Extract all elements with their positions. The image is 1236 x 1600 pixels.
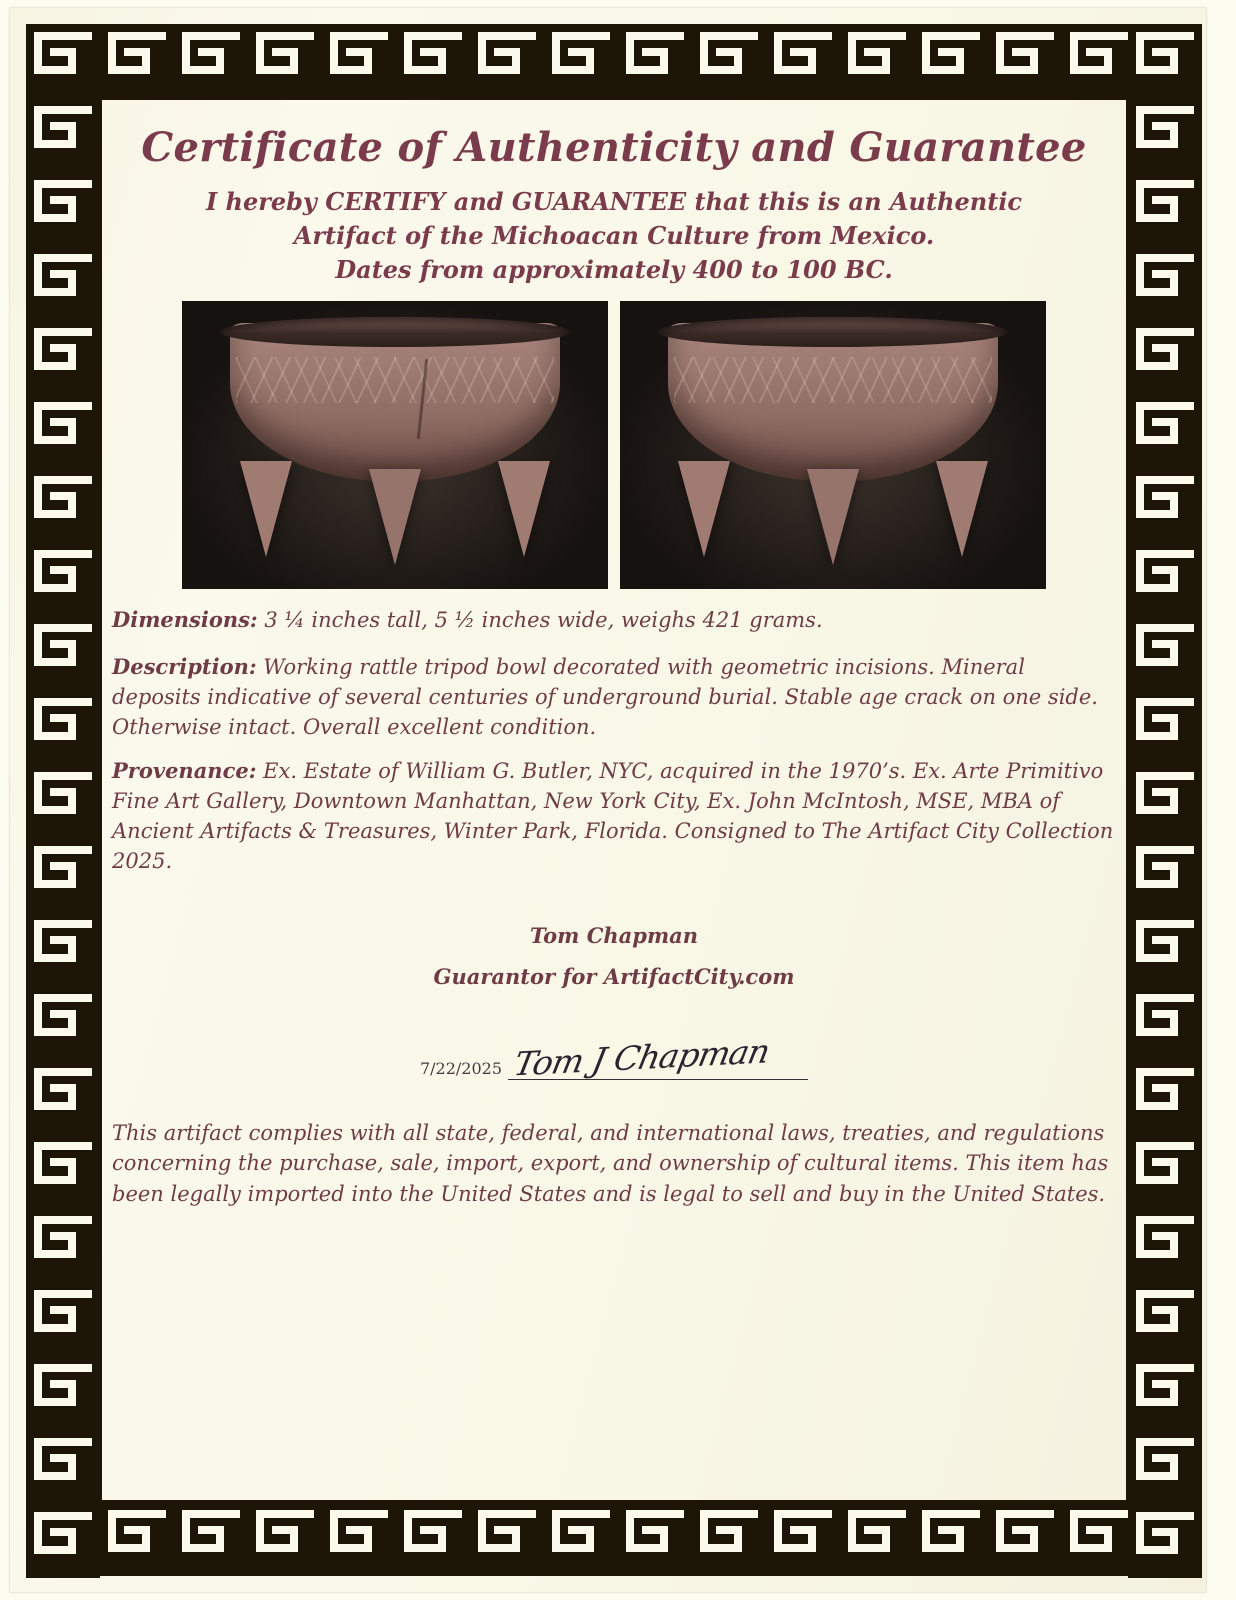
border-motif (1128, 838, 1202, 912)
border-motif (618, 24, 692, 98)
border-motif (1128, 1208, 1202, 1282)
artifact-photo-front (182, 301, 608, 589)
bowl-leg-left (240, 461, 292, 557)
border-motif (1128, 542, 1202, 616)
border-right (1128, 24, 1202, 1576)
field-provenance (112, 756, 1116, 876)
signature-rule (508, 1031, 808, 1084)
border-motif (26, 764, 100, 838)
border-motif (766, 1502, 840, 1576)
border-motif (26, 1282, 100, 1356)
field-provenance-value: Ex. Estate of William G. Butler, NYC, acquired in the 1970’s. Ex. Arte Primitivo Fine Art Gallery, Downtown Manhattan, New York City, Ex. John McIntosh, MSE, MBA of Ancient Artifacts & Treasures, Winter Park, Florida. Consigned to The Artifact City Collection 2025. (112, 759, 1114, 873)
border-motif (1128, 690, 1202, 764)
certify-line-2: Artifact of the Michoacan Culture from Mexico. (293, 221, 935, 251)
bowl-rim (658, 317, 1008, 347)
border-motif (26, 690, 100, 764)
border-motif (26, 24, 100, 98)
border-motif (248, 1502, 322, 1576)
incised-band (236, 357, 554, 403)
page-title: Certificate of Authenticity and Guarantee (141, 124, 1087, 171)
border-motif (26, 542, 100, 616)
border-motif (766, 24, 840, 98)
border-motif (692, 1502, 766, 1576)
border-motif (840, 24, 914, 98)
border-motif (1128, 986, 1202, 1060)
border-motif (1128, 98, 1202, 172)
border-motif (26, 98, 100, 172)
border-motif (26, 1134, 100, 1208)
border-motif (322, 24, 396, 98)
border-motif (1062, 24, 1136, 98)
field-description-value: Working rattle tripod bowl decorated with geometric incisions. Mineral deposits indicative of several centuries of underground burial. Stable age crack on one side. Otherwise intact. Overall excellent condition. (112, 655, 1098, 739)
certificate-content (112, 106, 1116, 1494)
border-motif (1128, 1282, 1202, 1356)
artifact-photo-back (620, 301, 1046, 589)
border-motif (26, 246, 100, 320)
border-motif (396, 24, 470, 98)
bowl-leg-right (498, 461, 550, 557)
border-motif (26, 1504, 100, 1578)
border-motif (1128, 764, 1202, 838)
border-motif (100, 24, 174, 98)
border-motif (988, 1502, 1062, 1576)
border-motif (26, 1060, 100, 1134)
border-motif (174, 24, 248, 98)
border-motif (1128, 320, 1202, 394)
border-motif (26, 838, 100, 912)
border-motif (396, 1502, 470, 1576)
border-motif (26, 320, 100, 394)
border-motif (1128, 172, 1202, 246)
border-motif (174, 1502, 248, 1576)
field-dimensions-value: 3 ¼ inches tall, 5 ½ inches wide, weighs 421 grams. (257, 608, 823, 633)
border-motif (1128, 1504, 1202, 1578)
border-motif (1128, 246, 1202, 320)
border-motif (1062, 1502, 1136, 1576)
certify-statement (130, 185, 1098, 287)
signature-block (112, 922, 1116, 1084)
bowl-leg-center (807, 469, 859, 565)
border-motif (322, 1502, 396, 1576)
border-motif (248, 24, 322, 98)
border-motif (26, 1208, 100, 1282)
field-dimensions (112, 605, 1116, 636)
border-motif (100, 1502, 174, 1576)
border-motif (618, 1502, 692, 1576)
artifact-photo-row (112, 301, 1116, 589)
border-motif (26, 1430, 100, 1504)
legal-statement: This artifact complies with all state, federal, and international laws, treaties, and regulations concerning the purchase, sale, import, export, and ownership of cultural items. This item has been legally imported into the United States and is legal to sell and buy in the United States. (112, 1120, 1109, 1206)
border-motif (914, 1502, 988, 1576)
border-motif (840, 1502, 914, 1576)
bowl-leg-right (936, 461, 988, 557)
border-motif (1128, 616, 1202, 690)
border-bottom (26, 1502, 1202, 1576)
bowl-rim (220, 317, 570, 347)
border-top (26, 24, 1202, 98)
border-motif (26, 394, 100, 468)
border-motif (26, 986, 100, 1060)
field-description-label: Description: (112, 654, 257, 680)
border-motif (26, 616, 100, 690)
border-motif (1128, 1430, 1202, 1504)
signature-date: 7/22/2025 (419, 1058, 503, 1078)
handwritten-signature: Tom J Chapman (510, 1031, 773, 1084)
field-provenance-label: Provenance: (112, 758, 257, 784)
incised-band (674, 357, 992, 403)
bowl-leg-center (369, 469, 421, 565)
border-motif (26, 1356, 100, 1430)
certify-line-3: Dates from approximately 400 to 100 BC. (335, 255, 893, 285)
field-description (112, 652, 1116, 742)
border-motif (26, 172, 100, 246)
field-dimensions-label: Dimensions: (112, 607, 258, 633)
border-motif (26, 912, 100, 986)
border-motif (1128, 24, 1202, 98)
guarantor-role: Guarantor for ArtifactCity.com (433, 963, 795, 989)
border-motif (26, 468, 100, 542)
border-motif (1128, 394, 1202, 468)
border-motif (544, 1502, 618, 1576)
certify-line-1: I hereby CERTIFY and GUARANTEE that this is an Authentic (205, 187, 1023, 216)
border-left (26, 24, 100, 1576)
border-motif (692, 24, 766, 98)
border-motif (1128, 912, 1202, 986)
border-motif (1128, 1060, 1202, 1134)
border-motif (1128, 1356, 1202, 1430)
border-motif (544, 24, 618, 98)
bowl-leg-left (678, 461, 730, 557)
border-motif (988, 24, 1062, 98)
guarantor-name: Tom Chapman (529, 922, 699, 948)
border-motif (470, 1502, 544, 1576)
border-motif (914, 24, 988, 98)
border-motif (1128, 1134, 1202, 1208)
signature-line-row (112, 1031, 1116, 1084)
border-motif (1128, 468, 1202, 542)
border-motif (470, 24, 544, 98)
